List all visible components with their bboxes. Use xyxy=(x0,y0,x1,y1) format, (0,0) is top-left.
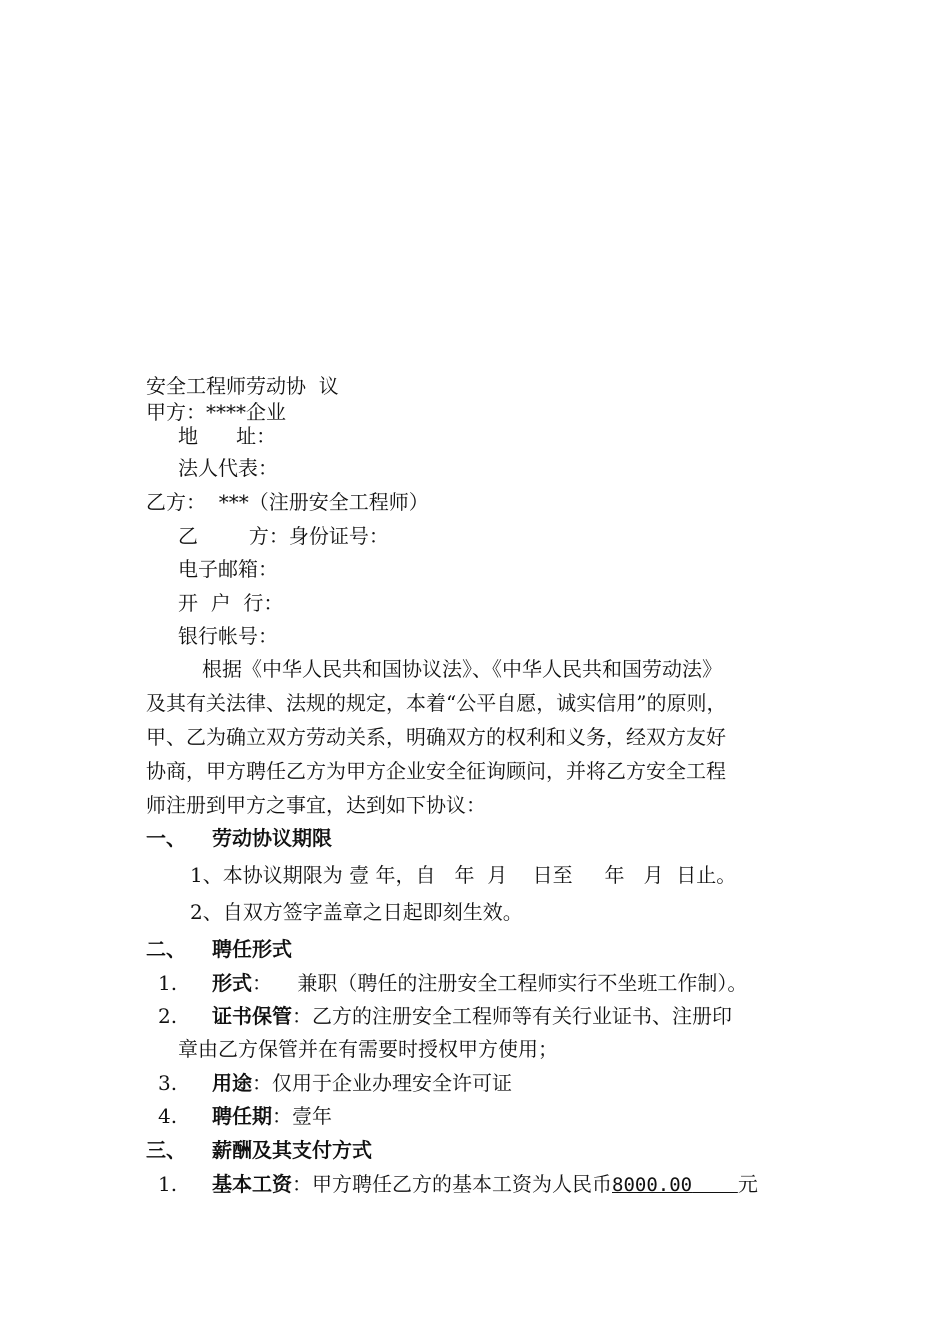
section-number: 三、 xyxy=(146,1138,186,1162)
item-number: 1. xyxy=(158,1172,178,1196)
section-item xyxy=(212,971,747,995)
item-label: 证书保管 xyxy=(212,1004,292,1028)
item-text: ： 兼职（聘任的注册安全工程师实行不坐班工作制）。 xyxy=(252,971,748,995)
party-b-email: 电子邮箱： xyxy=(178,557,278,581)
party-b-id-number: 乙 方：身份证号： xyxy=(178,524,389,548)
intro-line: 及其有关法律、法规的规定，本着“公平自愿，诚实信用”的原则， xyxy=(146,691,727,715)
item-label: 基本工资 xyxy=(212,1172,292,1196)
salary-unit: 元 xyxy=(737,1172,758,1196)
item-number: 2. xyxy=(158,1004,178,1028)
party-a-label: 甲方：****企业 xyxy=(146,400,286,424)
intro-line: 师注册到甲方之事宜，达到如下协议： xyxy=(146,793,486,817)
intro-line: 根据《中华人民共和国协议法》、《中华人民共和国劳动法》 xyxy=(202,657,722,681)
item-text: ：壹年 xyxy=(272,1104,332,1128)
item-number: 4. xyxy=(158,1104,178,1128)
party-a-address: 地 址： xyxy=(178,424,277,448)
section-heading: 劳动协议期限 xyxy=(212,826,332,850)
party-a-legal-rep: 法人代表： xyxy=(178,456,278,480)
party-b-bank: 开 户 行： xyxy=(178,591,284,615)
section-heading: 聘任形式 xyxy=(212,937,292,961)
section-item xyxy=(212,1104,332,1128)
section-item xyxy=(212,1172,758,1197)
section-number: 一、 xyxy=(146,826,186,850)
item-continuation: 章由乙方保管并在有需要时授权甲方使用； xyxy=(178,1037,558,1061)
item-label: 聘任期 xyxy=(212,1104,272,1128)
section-item: 1、本协议期限为 壹 年，自 年 月 日至 年 月 日止。 xyxy=(190,863,737,887)
intro-line: 甲、乙为确立双方劳动关系，明确双方的权利和义务，经双方友好 xyxy=(146,725,726,749)
section-number: 二、 xyxy=(146,937,186,961)
section-item xyxy=(212,1071,512,1095)
item-number: 3. xyxy=(158,1071,178,1095)
item-text: ：仅用于企业办理安全许可证 xyxy=(252,1071,512,1095)
item-text: ：甲方聘任乙方的基本工资为人民币 xyxy=(292,1172,612,1196)
section-item: 2、自双方签字盖章之日起即刻生效。 xyxy=(190,900,523,924)
section-item xyxy=(212,1004,732,1028)
document-title: 安全工程师劳动协 议 xyxy=(146,374,339,398)
item-number: 1. xyxy=(158,971,178,995)
section-heading: 薪酬及其支付方式 xyxy=(212,1138,372,1162)
party-b-account: 银行帐号： xyxy=(178,624,278,648)
salary-amount: 8000.00 xyxy=(612,1174,693,1196)
intro-line: 协商，甲方聘任乙方为甲方企业安全征询顾问，并将乙方安全工程 xyxy=(146,759,726,783)
party-b-label: 乙方： ***（注册安全工程师） xyxy=(146,490,429,514)
item-text: ：乙方的注册安全工程师等有关行业证书、注册印 xyxy=(292,1004,732,1028)
item-label: 用途 xyxy=(212,1071,252,1095)
item-label: 形式 xyxy=(212,971,252,995)
